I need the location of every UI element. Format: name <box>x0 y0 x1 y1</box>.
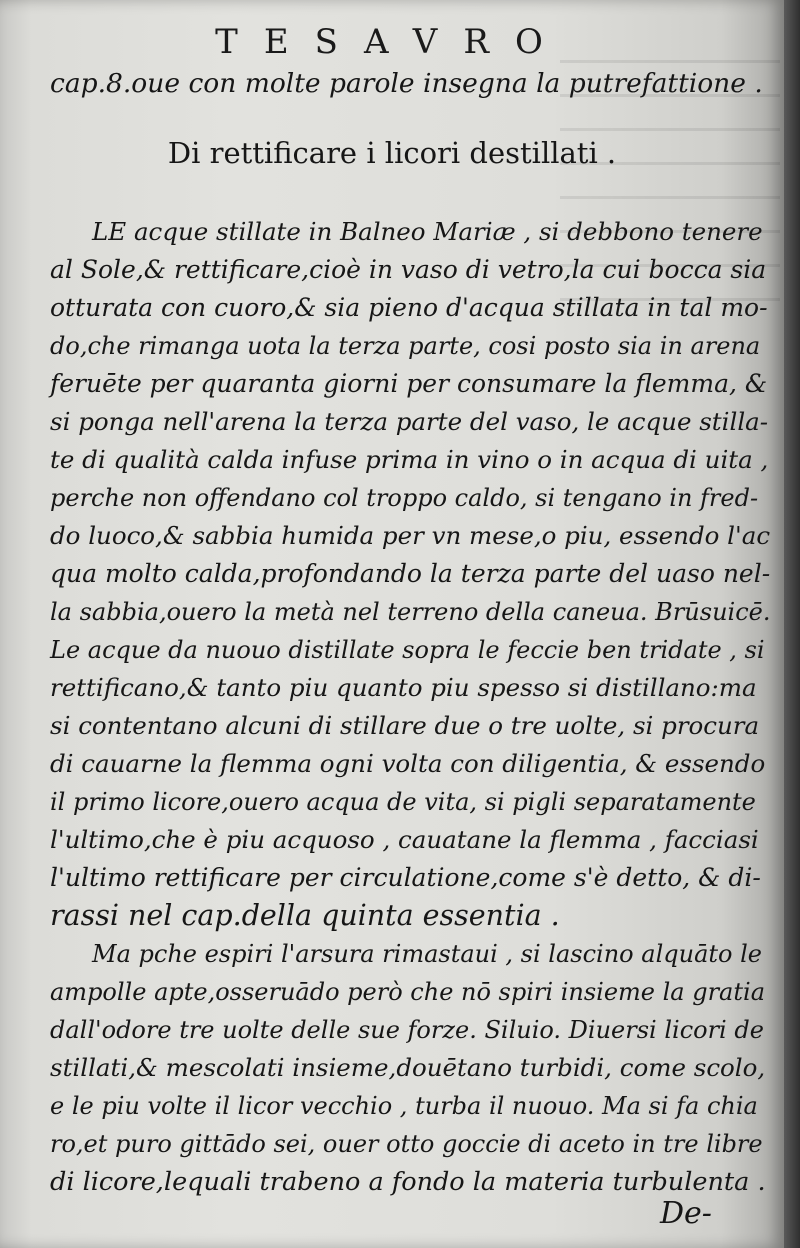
text-line: di cauarne la flemma ogni volta con diligentia, & essendo <box>50 749 766 778</box>
text-line: do,che rimanga uota la terza parte, cosi posto sia in arena <box>50 332 761 360</box>
text-line: l'ultimo rettificare per circulatione,come s'è detto, & di- <box>50 863 761 892</box>
text-line: rassi nel cap.della quinta essentia . <box>50 899 560 932</box>
text-line: di licore,lequali trabeno a fondo la materia turbulenta . <box>50 1167 766 1197</box>
text-line: si ponga nell'arena la terza parte del vaso, le acque stilla- <box>50 407 769 436</box>
running-head: TESAVRO <box>215 22 569 62</box>
text-line: e le piu volte il licor vecchio , turba il nuouo. Ma si fa chia <box>50 1092 758 1120</box>
text-line: al Sole,& rettificare,cioè in vaso di vetro,la cui bocca sia <box>50 255 767 284</box>
text-line: dall'odore tre uolte delle sue forze. Siluio. Diuersi licori de <box>50 1016 764 1044</box>
text-line: LE acque stillate in Balneo Mariæ , si debbono tenere <box>92 217 763 246</box>
text-line: feruēte per quaranta giorni per consumare la flemma, & <box>50 369 768 398</box>
section-heading: Di rettificare i licori destillati . <box>167 136 617 170</box>
text-line: otturata con cuoro,& sia pieno d'acqua stillata in tal mo- <box>50 293 768 322</box>
text-line: do luoco,& sabbia humida per vn mese,o piu, essendo l'ac <box>50 521 771 550</box>
text-line: stillati,& mescolati insieme,douētano turbidi, come scolo, <box>50 1053 766 1082</box>
text-line: qua molto calda,profondando la terza parte del uaso nel- <box>50 559 771 588</box>
text-line: te di qualità calda infuse prima in vino o in acqua di uita , <box>50 445 769 474</box>
page-edge-shadow <box>784 0 800 1248</box>
text-line: ampolle apte,osseruādo però che nō spiri insieme la gratia <box>50 978 765 1006</box>
text-line: l'ultimo,che è piu acquoso , cauatane la flemma , facciasi <box>50 825 759 854</box>
text-line: rettificano,& tanto piu quanto piu spesso si distillano:ma <box>50 673 757 702</box>
text-line: si contentano alcuni di stillare due o tre uolte, si procura <box>50 711 760 740</box>
text-line: Ma pche espiri l'arsura rimastaui , si lascino alquāto le <box>92 940 762 968</box>
text-line: perche non offendano col troppo caldo, si tengano in fred- <box>50 484 759 512</box>
text-line: la sabbia,ouero la metà nel terreno della caneua. Brūsuicē. <box>50 598 771 626</box>
catchword: De- <box>660 1196 712 1231</box>
text-line: cap.8.oue con molte parole insegna la putrefattione . <box>50 68 763 99</box>
text-line: ro,et puro gittādo sei, ouer otto goccie di aceto in tre libre <box>50 1130 763 1158</box>
text-line: il primo licore,ouero acqua de vita, si pigli separatamente <box>50 788 756 816</box>
text-line: Le acque da nuouo distillate sopra le feccie ben tridate , si <box>50 636 765 664</box>
